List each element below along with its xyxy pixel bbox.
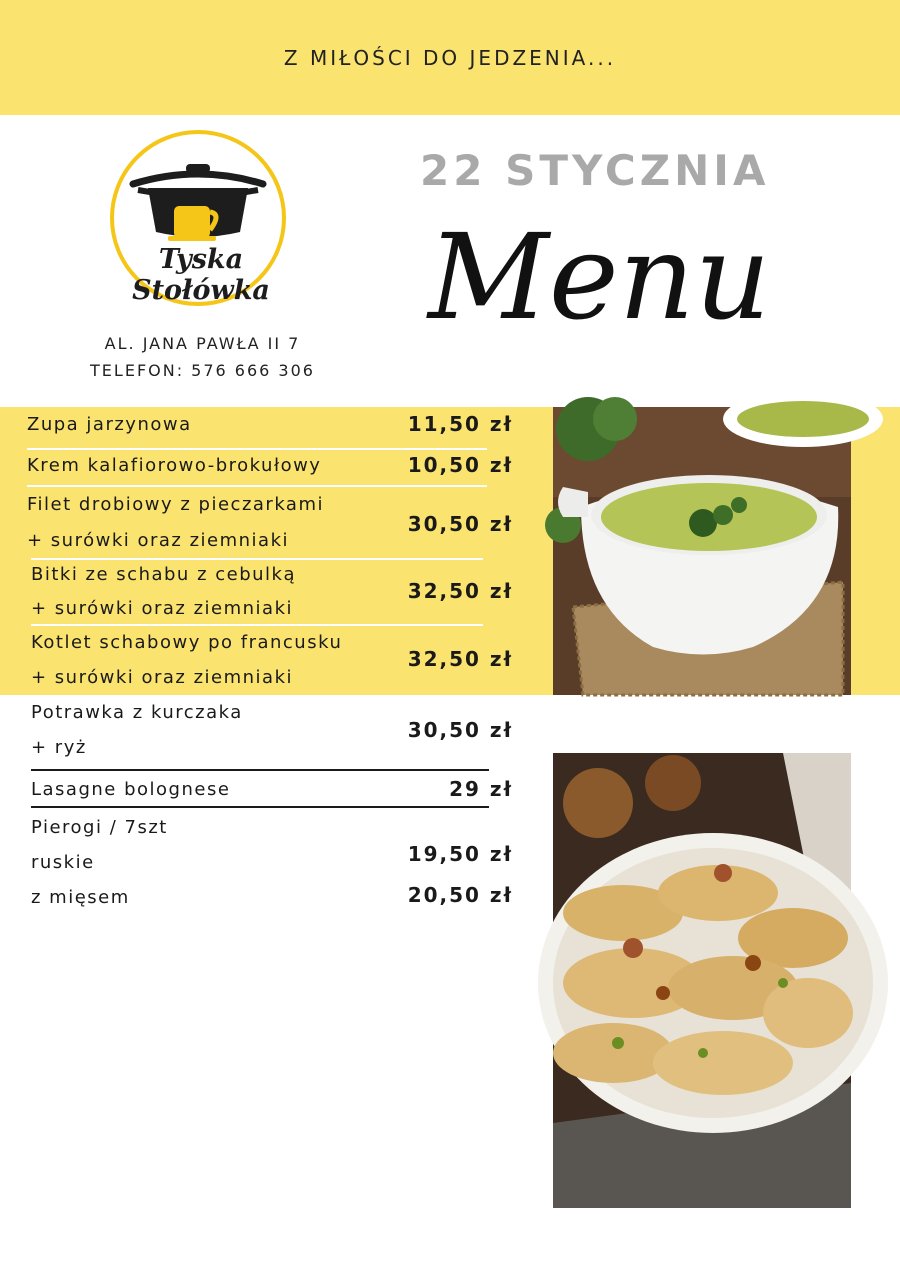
soup2-price: 10,50 zł [407,453,513,477]
separator [31,806,489,808]
soup1-price: 11,50 zł [407,412,513,436]
main5-price: 29 zł [449,777,513,801]
main1-price: 30,50 zł [407,512,513,536]
main4-name: Potrawka z kurczaka [31,702,243,723]
contact-block [60,330,345,384]
pierogi-ruskie-price: 19,50 zł [407,842,513,866]
main2-sides: + surówki oraz ziemniaki [31,598,294,619]
broccoli-soup-photo [553,407,851,695]
separator [31,624,483,626]
main4-price: 30,50 zł [407,718,513,742]
separator [27,448,487,450]
pierogi-variant-meat: z mięsem [31,887,130,908]
pierogi-name: Pierogi / 7szt [31,817,168,838]
pierogi-meat-price: 20,50 zł [407,883,513,907]
menu-script-text: Menu [428,208,771,346]
menu-date: 22 STYCZNIA [420,146,770,195]
pierogi-photo [553,753,851,1208]
soup1-name: Zupa jarzynowa [27,414,192,435]
main2-name: Bitki ze schabu z cebulką [31,564,296,585]
main4-sides: + ryż [31,737,87,758]
phone-line: TELEFON: 576 666 306 [90,361,315,380]
logo-wordmark: Tyska Stołówka [132,244,270,306]
main3-name: Kotlet schabowy po francusku [31,632,343,653]
soup2-name: Krem kalafiorowo-brokułowy [27,455,322,476]
main2-price: 32,50 zł [407,579,513,603]
main1-sides: + surówki oraz ziemniaki [27,530,290,551]
separator [27,485,487,487]
main3-price: 32,50 zł [407,647,513,671]
menu-script-title [418,200,771,375]
main3-sides: + surówki oraz ziemniaki [31,667,294,688]
pierogi-variant-ruskie: ruskie [31,852,95,873]
separator [31,769,489,771]
tagline: Z MIŁOŚCI DO JEDZENIA... [283,46,617,70]
main1-name: Filet drobiowy z pieczarkami [27,494,324,515]
address-line: AL. JANA PAWŁA II 7 [104,334,301,353]
separator [31,558,483,560]
main5-name: Lasagne bolognese [31,779,231,800]
